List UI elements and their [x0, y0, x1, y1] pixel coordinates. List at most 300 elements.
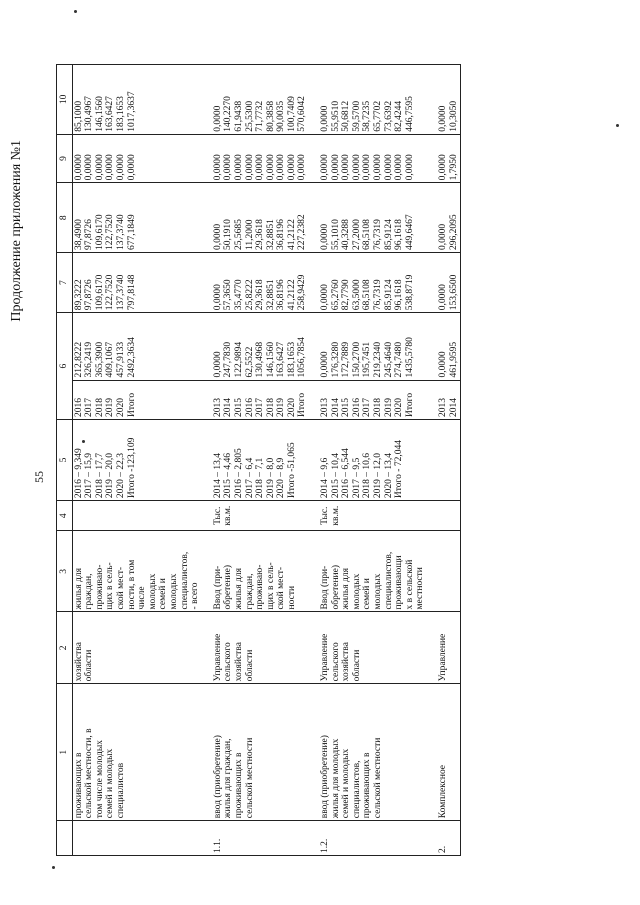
amount-cell-c8 [72, 183, 202, 253]
row-spacer [309, 65, 319, 856]
amount-line: 0,0000 [126, 154, 137, 181]
amount-line: 0,0000 [330, 154, 341, 181]
spacer-cell [202, 380, 212, 419]
year-line: 2020 [286, 397, 297, 417]
amount-line: 212,8222 [73, 341, 84, 378]
indicator-line: специалистов, [383, 551, 394, 610]
amount-cell-c9 [212, 134, 309, 183]
amount-line: 76,7319 [373, 279, 384, 311]
amount-line: 365,3900 [94, 341, 105, 378]
amount-cell-c10 [319, 65, 427, 135]
amount-line: 11,2000 [244, 219, 255, 250]
indicator-line: жилья для [233, 568, 244, 610]
spacer-cell [427, 65, 437, 135]
event-name-cell [72, 684, 202, 821]
spacer-cell [202, 419, 212, 500]
col-header: 3 [57, 531, 73, 612]
amount-line: 0,0000 [383, 154, 394, 181]
amount-line: 677,1849 [126, 214, 137, 250]
amount-line: 0,0000 [244, 154, 255, 181]
amount-line: 0,0000 [404, 154, 415, 181]
indicator-line: щих в сель- [265, 562, 276, 610]
year-line: 2014 [223, 397, 234, 417]
spacer-cell [309, 134, 319, 183]
amount-line: 457,9133 [115, 341, 126, 378]
table-row-1-2 [319, 65, 427, 856]
indicator-line: ской мест- [115, 566, 126, 610]
event-name-line: проживающих в [233, 752, 244, 819]
amount-line: 1017,3637 [126, 91, 137, 132]
indicator-cell [72, 531, 202, 612]
amount-line: 461,9595 [448, 341, 459, 378]
amount-line: 326,2419 [84, 341, 95, 378]
amount-line: 38,4900 [73, 219, 84, 250]
unit-cell [72, 501, 202, 531]
amount-cell-c8 [437, 183, 461, 253]
year-line: 2019 [105, 397, 116, 417]
amount-line: 163,6427 [276, 341, 287, 378]
unit-line: Тыс. [320, 506, 331, 525]
event-name-line: семей и молодых [105, 748, 116, 819]
year-line: 2017 [84, 397, 95, 417]
amount-line: 29,3618 [255, 279, 266, 311]
amount-cell-c7 [212, 252, 309, 312]
indicator-line: ности, в том [126, 559, 137, 610]
indicator-line: молодых [373, 573, 384, 610]
indicator-line: жилья для [341, 568, 352, 610]
amount-line: 195,7451 [362, 341, 373, 378]
table-row-continuation [72, 65, 202, 856]
year-line: 2018 [373, 397, 384, 417]
indicator-line: ности [286, 585, 297, 610]
executor-cell [72, 612, 202, 684]
amount-line: 0,0000 [438, 223, 448, 250]
amount-cell-c6 [72, 313, 202, 380]
spacer-cell [309, 501, 319, 531]
event-name-line: сельской местности, в [84, 728, 95, 819]
col-header: 7 [57, 252, 73, 312]
amount-line: 58,7235 [362, 100, 373, 132]
year-line: 2019 [383, 397, 394, 417]
amount-line: 137,3740 [115, 274, 126, 311]
indicator-line: молодых [147, 573, 158, 610]
scan-mark [74, 10, 77, 13]
amount-line: 176,3280 [330, 341, 341, 378]
amount-line: 137,3740 [115, 214, 126, 250]
spacer-cell [427, 501, 437, 531]
year-line: 2013 [438, 397, 448, 417]
amount-cell-c9 [72, 134, 202, 183]
year-line: 2016 [73, 397, 84, 417]
spacer-cell [309, 313, 319, 380]
amount-line: 0,0000 [233, 154, 244, 181]
executor-line: сельского [223, 642, 234, 682]
amount-line: 258,9429 [297, 274, 308, 311]
amount-line: 538,8719 [404, 274, 415, 311]
target-value-line: 2016 – 6,544 [341, 448, 352, 499]
table-row-1-1 [212, 65, 309, 856]
indicator-line: специалистов, [179, 551, 190, 610]
amount-line: 140,2270 [223, 96, 234, 132]
target-value-line: 2014 – 13,4 [212, 453, 223, 499]
amount-line: 65,7702 [373, 100, 384, 132]
amount-line: 85,1000 [73, 100, 84, 132]
event-name-line: том числе молодых [94, 740, 105, 819]
indicator-line: семей и [158, 578, 169, 610]
target-value-cell [72, 419, 202, 500]
amount-line: 0,0000 [320, 105, 331, 132]
year-line: Итого [297, 392, 308, 417]
amount-line: 0,0000 [212, 105, 223, 132]
row-spacer [202, 65, 212, 856]
year-line: 2020 [115, 397, 126, 417]
amount-cell-c6 [437, 313, 461, 380]
amount-line: 0,0000 [320, 154, 331, 181]
amount-line: 153,6500 [448, 274, 459, 311]
amount-line: 0,0000 [286, 154, 297, 181]
event-name-line: жилья для молодых [330, 738, 341, 819]
amount-cell-c10 [437, 65, 461, 135]
row-number: 1.2. [319, 821, 427, 856]
amount-cell-c8 [212, 183, 309, 253]
amount-cell-c7 [437, 252, 461, 312]
amount-line: 183,1653 [115, 96, 126, 132]
amount-line: 109,6170 [94, 214, 105, 250]
amount-line: 0,0000 [320, 351, 331, 378]
col-header: 1 [57, 684, 73, 821]
amount-line: 0,0000 [212, 284, 223, 311]
amount-line: 0,0000 [373, 154, 384, 181]
spacer-cell [202, 65, 212, 135]
year-line: 2013 [212, 397, 223, 417]
page-number: 55 [32, 471, 46, 483]
col-header: 5 [57, 419, 73, 500]
indicator-line: местности [415, 567, 426, 610]
amount-line: 274,7480 [394, 341, 405, 378]
target-value-line: 2017 – 9,5 [351, 457, 362, 499]
spacer-cell [202, 501, 212, 531]
amount-line: 71,7732 [255, 100, 266, 132]
event-name-line: сельской местности [244, 737, 255, 819]
amount-line: 0,0000 [212, 351, 223, 378]
executor-line: сельского [330, 642, 341, 682]
spacer-cell [202, 252, 212, 312]
year-line: 2016 [244, 397, 255, 417]
amount-line: 0,0000 [394, 154, 405, 181]
target-value-line: 2015 – 4,46 [223, 453, 234, 499]
amount-line: 0,0000 [276, 154, 287, 181]
target-value-line: Итого - 72,044 [394, 440, 405, 499]
spacer-cell [427, 684, 437, 821]
unit-cell [319, 501, 427, 531]
amount-line: 0,0000 [73, 154, 84, 181]
spacer-cell [309, 183, 319, 253]
spacer-cell [309, 684, 319, 821]
indicator-line: щих в сель- [105, 562, 116, 610]
spacer-cell [202, 684, 212, 821]
col-header: 6 [57, 313, 73, 420]
indicator-line: граждан, [84, 573, 95, 610]
year-line: 2014 [448, 397, 459, 417]
unit-line: кв.м. [330, 505, 341, 526]
target-value-line: 2020 – 8,9 [276, 457, 287, 499]
spacer-cell [427, 419, 437, 500]
amount-line: 183,1653 [286, 341, 297, 378]
event-name-cell [212, 684, 309, 821]
target-value-line: 2017 – 15,9 [84, 453, 95, 499]
spacer-cell [427, 531, 437, 612]
executor-line: области [84, 649, 95, 682]
indicator-line: проживаю- [94, 564, 105, 610]
amount-line: 409,1067 [105, 341, 116, 378]
amount-line: 446,7595 [404, 96, 415, 132]
amount-line: 80,3858 [265, 100, 276, 132]
amount-line: 0,0000 [212, 223, 223, 250]
target-value-line: Итого -123,109 [126, 437, 137, 499]
indicator-line: Ввод (при- [212, 565, 223, 610]
amount-line: 68,5108 [362, 219, 373, 250]
amount-line: 247,7830 [223, 341, 234, 378]
amount-line: 2492,3634 [126, 337, 137, 378]
amount-line: 0,0000 [320, 284, 331, 311]
spacer-cell [427, 380, 437, 419]
indicator-line: х в сельской [404, 559, 415, 610]
amount-cell-c7 [72, 252, 202, 312]
target-value-cell [319, 419, 427, 500]
spacer-cell [309, 65, 319, 135]
amount-line: 130,4967 [84, 96, 95, 132]
amount-line: 82,7790 [341, 279, 352, 311]
indicator-line: граждан, [244, 573, 255, 610]
amount-line: 797,8148 [126, 274, 137, 311]
table-row-2 [437, 65, 461, 856]
amount-line: 0,0000 [105, 154, 116, 181]
col-header: 10 [57, 65, 73, 135]
indicator-cell [437, 531, 461, 612]
event-name-line: жилья для граждан, [223, 738, 234, 819]
amount-line: 0,0000 [265, 154, 276, 181]
amount-line: 59,5700 [351, 100, 362, 132]
indicator-line: ской мест- [276, 566, 287, 610]
spacer-cell [427, 313, 437, 380]
amount-line: 10,3050 [448, 100, 459, 132]
amount-line: 150,2700 [351, 341, 362, 378]
spacer-cell [309, 531, 319, 612]
amount-line: 85,9124 [383, 279, 394, 311]
amount-line: 50,6812 [341, 100, 352, 132]
year-line: 2019 [276, 397, 287, 417]
unit-cell [437, 501, 461, 531]
amount-line: 97,8726 [84, 279, 95, 311]
amount-line: 25,5685 [233, 219, 244, 250]
amount-line: 0,0000 [320, 223, 331, 250]
spacer-cell [202, 183, 212, 253]
spacer-cell [309, 419, 319, 500]
executor-line: Управление [438, 633, 448, 682]
target-value-line: 2014 – 9,6 [320, 457, 331, 499]
amount-cell-c8 [319, 183, 427, 253]
amount-line: 32,8851 [265, 219, 276, 250]
executor-line: хозяйства [341, 642, 352, 682]
amount-line: 172,7889 [341, 341, 352, 378]
indicator-line: проживающи [394, 555, 405, 610]
amount-line: 82,4244 [394, 100, 405, 132]
year-line: 2017 [255, 397, 266, 417]
spacer-cell [427, 183, 437, 253]
amount-line: 0,0000 [351, 154, 362, 181]
amount-cell-c10 [212, 65, 309, 135]
executor-line: области [351, 649, 362, 682]
indicator-cell [319, 531, 427, 612]
year-line: 2013 [320, 397, 331, 417]
amount-line: 27,2000 [351, 219, 362, 250]
amount-line: 146,1560 [94, 96, 105, 132]
amount-line: 41,2122 [286, 279, 297, 311]
unit-cell [212, 501, 309, 531]
spacer-cell [427, 252, 437, 312]
amount-line: 50,1910 [223, 219, 234, 250]
amount-cell-c7 [319, 252, 427, 312]
amount-line: 296,2095 [448, 214, 459, 250]
target-value-line: 2018 – 7,1 [255, 457, 266, 499]
year-cell [72, 380, 202, 419]
amount-line: 62,5522 [244, 346, 255, 378]
event-name-line: проживающих в [73, 752, 84, 819]
year-line: 2018 [265, 397, 276, 417]
target-value-line: 2019 – 12,0 [373, 453, 384, 499]
amount-line: 96,1618 [394, 219, 405, 250]
appendix-title: Продолжение приложения №1 [9, 140, 24, 322]
amount-line: 29,3618 [255, 219, 266, 250]
amount-line: 0,0000 [115, 154, 126, 181]
target-value-line: 2019 – 20,0 [105, 453, 116, 499]
target-value-line: 2020 – 22,3 [115, 453, 126, 499]
amount-line: 0,0000 [362, 154, 373, 181]
amount-line: 73,6392 [383, 100, 394, 132]
amount-line: 122,7520 [105, 274, 116, 311]
col-header: 4 [57, 501, 73, 531]
target-value-line: 2016 – 2,805 [233, 448, 244, 499]
amount-line: 36,8196 [276, 279, 287, 311]
amount-line: 0,0000 [438, 154, 448, 181]
amount-line: 0,0000 [438, 351, 448, 378]
amount-line: 36,8196 [276, 219, 287, 250]
amount-line: 65,2760 [330, 279, 341, 311]
event-name-line: ввод (приобретение) [212, 735, 223, 819]
executor-line: области [244, 649, 255, 682]
year-line: 2016 [351, 397, 362, 417]
year-line: Итого [126, 392, 137, 417]
amount-line: 163,6427 [105, 96, 116, 132]
event-name-line: специалистов, [351, 760, 362, 819]
scan-mark [616, 124, 619, 127]
amount-cell-c6 [212, 313, 309, 380]
year-line: 2015 [341, 397, 352, 417]
amount-line: 0,0000 [438, 105, 448, 132]
amount-line: 96,1618 [394, 279, 405, 311]
target-value-cell [437, 419, 461, 500]
event-name-cell [319, 684, 427, 821]
unit-line: Тыс. [212, 506, 223, 525]
target-value-line: 2020 – 13,4 [383, 453, 394, 499]
year-line: 2014 [330, 397, 341, 417]
amount-line: 25,5300 [244, 100, 255, 132]
executor-cell [319, 612, 427, 684]
spacer-cell [202, 134, 212, 183]
amount-line: 90,0035 [276, 100, 287, 132]
amount-line: 0,0000 [212, 154, 223, 181]
header-row [57, 65, 73, 856]
amount-line: 57,3650 [223, 279, 234, 311]
amount-line: 122,9894 [233, 341, 244, 378]
row-number: 2. [437, 821, 461, 856]
amount-line: 0,0000 [255, 154, 266, 181]
executor-line: хозяйства [233, 642, 244, 682]
indicator-line: обретение) [223, 565, 234, 610]
target-value-line: 2017 – 6,4 [244, 457, 255, 499]
amount-line: 0,0000 [438, 284, 448, 311]
year-line: 2015 [233, 397, 244, 417]
indicator-line: числе [137, 586, 148, 610]
amount-line: 0,0000 [297, 154, 308, 181]
event-name-line: проживающих в [362, 752, 373, 819]
target-value-cell [212, 419, 309, 500]
spacer-cell [309, 612, 319, 684]
amount-line: 100,7409 [286, 96, 297, 132]
event-name-line: специалистов [115, 762, 126, 819]
amount-line: 130,4968 [255, 341, 266, 378]
amount-line: 41,2122 [286, 219, 297, 250]
target-value-line: Итого -51,065 [286, 442, 297, 499]
amount-line: 219,2340 [373, 341, 384, 378]
event-name-line: Комплексное [438, 764, 448, 819]
indicator-cell [212, 531, 309, 612]
event-name-line: сельской местности [373, 737, 384, 819]
amount-line: 570,6042 [297, 96, 308, 132]
amount-cell-c10 [72, 65, 202, 135]
amount-line: 35,4770 [233, 279, 244, 311]
spacer-cell [427, 612, 437, 684]
event-name-line: семей и молодых [341, 748, 352, 819]
target-value-line: 2018 – 10,6 [362, 453, 373, 499]
target-value-line: 2019 – 8,0 [265, 457, 276, 499]
year-cell [319, 380, 427, 419]
spacer-cell [309, 380, 319, 419]
amount-line: 63,5000 [351, 279, 362, 311]
amount-line: 122,7520 [105, 214, 116, 250]
indicator-line: - всего [190, 582, 201, 610]
amount-line: 32,8851 [265, 279, 276, 311]
amount-line: 61,9438 [233, 100, 244, 132]
col-header: 8 [57, 183, 73, 253]
amount-line: 0,0000 [341, 154, 352, 181]
appendix-table [56, 64, 461, 856]
amount-line: 449,6467 [404, 214, 415, 250]
event-name-cell [437, 684, 461, 821]
unit-line: кв.м. [223, 505, 234, 526]
amount-line: 109,6170 [94, 274, 105, 311]
indicator-line: молодых [351, 573, 362, 610]
amount-line: 1056,7854 [297, 337, 308, 378]
spacer-cell [202, 531, 212, 612]
year-line: 2020 [394, 397, 405, 417]
year-line: 2017 [362, 397, 373, 417]
amount-cell-c9 [319, 134, 427, 183]
amount-line: 146,1560 [265, 341, 276, 378]
indicator-line: жилья для [73, 568, 84, 610]
amount-line: 76,7319 [373, 219, 384, 250]
col-header: 9 [57, 134, 73, 183]
